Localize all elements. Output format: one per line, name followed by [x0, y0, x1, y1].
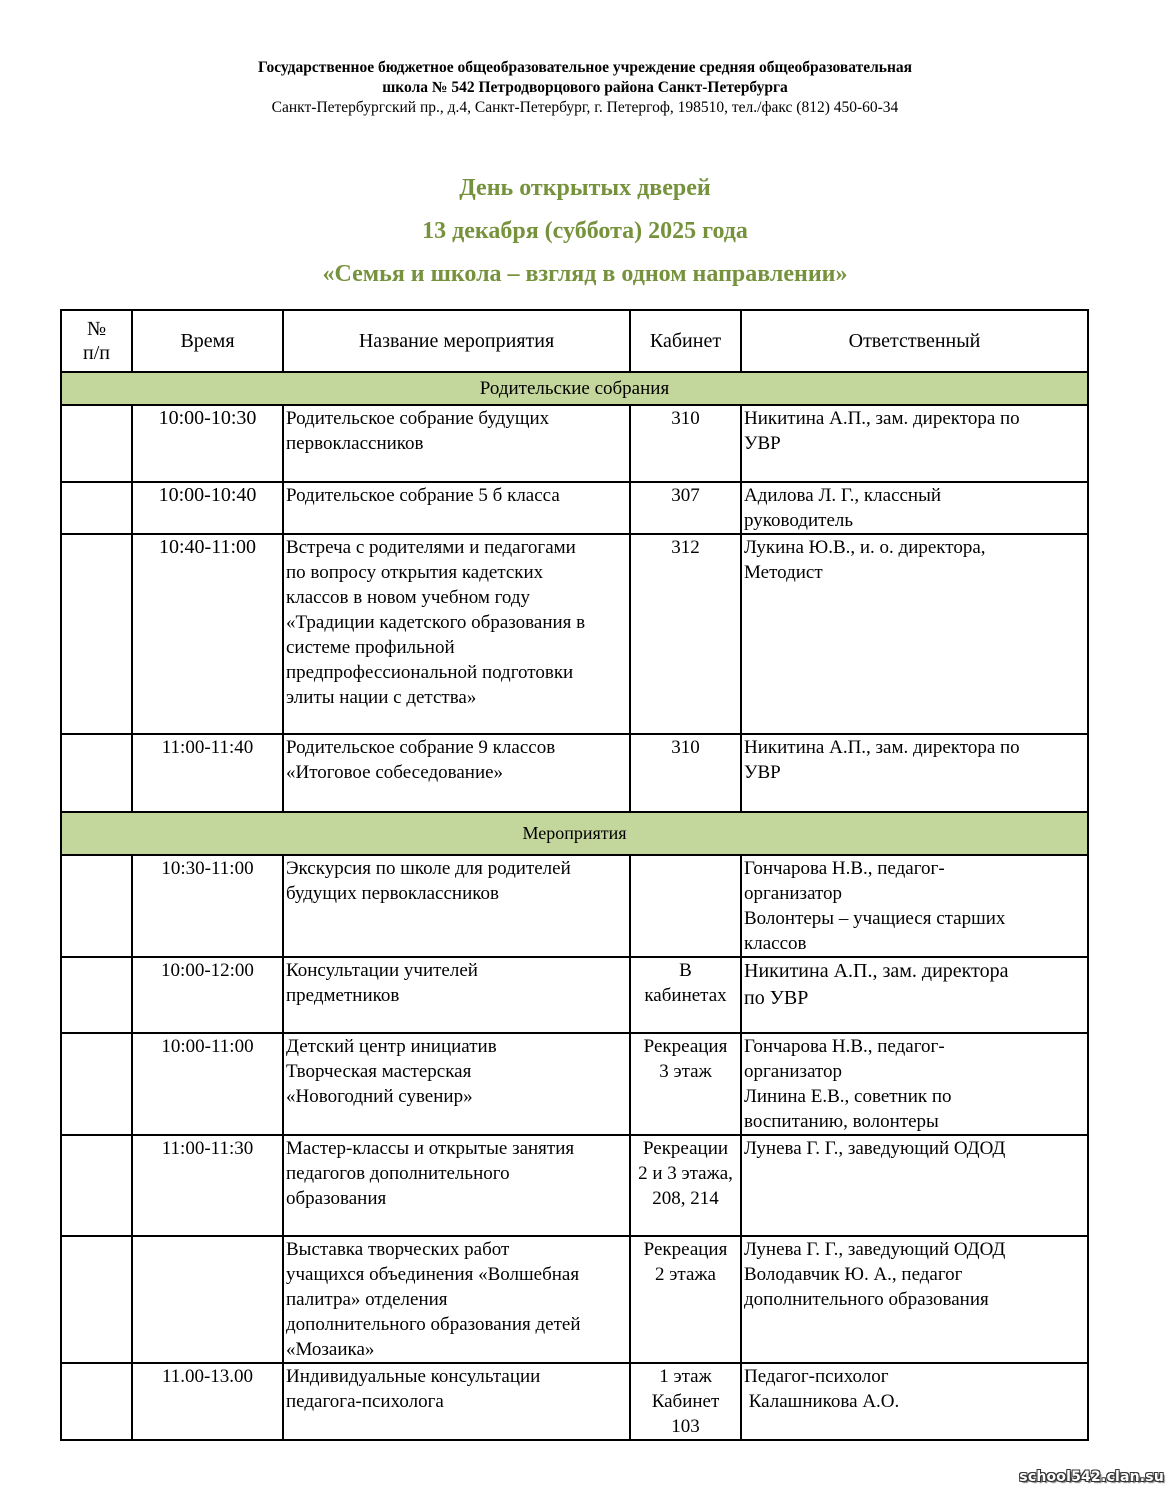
- event-cell-line: по вопросу открытия кадетских: [286, 562, 544, 583]
- room-cell-line: Рекреация: [643, 1036, 728, 1057]
- responsible-cell: [741, 405, 1088, 482]
- responsible-cell-line: Лунева Г. Г., заведующий ОДОД: [744, 1138, 1006, 1159]
- column-header-event: Название мероприятия: [283, 310, 630, 372]
- event-cell: [283, 534, 630, 734]
- responsible-cell-line: Методист: [744, 562, 823, 583]
- event-cell-line: Индивидуальные консультации: [286, 1366, 541, 1387]
- responsible-cell-line: Линина Е.В., советник по: [744, 1086, 952, 1107]
- room-cell: [630, 855, 741, 957]
- event-cell-line: предпрофессиональной подготовки: [286, 662, 574, 683]
- table-row: [61, 1033, 1088, 1135]
- room-cell-line: 3 этаж: [659, 1061, 712, 1082]
- row-number-cell: [61, 1363, 132, 1440]
- responsible-cell-line: дополнительного образования: [744, 1289, 989, 1310]
- row-number-cell: [61, 405, 132, 482]
- event-cell-line: классов в новом учебном году: [286, 587, 531, 608]
- title-line-1: День открытых дверей: [459, 175, 711, 201]
- responsible-cell-line: Никитина А.П., зам. директора: [744, 960, 1009, 982]
- time-cell: [132, 1236, 283, 1363]
- room-cell: [630, 482, 741, 534]
- table-row: [61, 1135, 1088, 1236]
- responsible-cell-line: Лукина Ю.В., и. о. директора,: [744, 537, 986, 558]
- table-row: [61, 1236, 1088, 1363]
- column-header-number-line-1: №: [86, 318, 107, 340]
- section-title: Родительские собрания: [61, 372, 1088, 405]
- school-header: [0, 58, 1170, 118]
- responsible-cell-line: Волонтеры – учащиеся старших: [744, 908, 1006, 929]
- room-cell-line: 307: [671, 485, 700, 506]
- row-number-cell: [61, 482, 132, 534]
- event-cell-line: Детский центр инициатив: [286, 1036, 497, 1057]
- room-cell: [630, 734, 741, 812]
- room-cell: [630, 1363, 741, 1440]
- event-cell-line: «Традиции кадетского образования в: [286, 612, 586, 633]
- schedule-body: [61, 372, 1088, 1440]
- room-cell: [630, 405, 741, 482]
- row-number-cell: [61, 855, 132, 957]
- column-header-time: Время: [132, 310, 283, 372]
- event-cell-line: Консультации учителей: [286, 960, 478, 981]
- event-cell-line: Выставка творческих работ: [286, 1239, 510, 1260]
- event-cell-line: учащихся объединения «Волшебная: [286, 1264, 580, 1285]
- event-cell: [283, 1363, 630, 1440]
- column-header-responsible: Ответственный: [741, 310, 1088, 372]
- room-cell: [630, 534, 741, 734]
- room-cell: [630, 1033, 741, 1135]
- responsible-cell: [741, 1135, 1088, 1236]
- event-cell-line: «Мозаика»: [286, 1339, 375, 1360]
- responsible-cell-line: Володавчик Ю. А., педагог: [744, 1264, 963, 1285]
- time-cell: 10:30-11:00: [132, 855, 283, 957]
- time-cell: 10:00-10:30: [132, 405, 283, 482]
- org-name-line-2: школа № 542 Петродворцового района Санкт-Петербурга: [382, 79, 788, 96]
- org-address: Санкт-Петербургский пр., д.4, Санкт-Петербург, г. Петергоф, 198510, тел./факс (812) 450-60-34: [271, 99, 899, 116]
- responsible-cell-line: воспитанию, волонтеры: [744, 1111, 939, 1132]
- room-cell-line: Кабинет: [651, 1391, 720, 1412]
- site-watermark: school542.clan.su: [1019, 1469, 1164, 1485]
- responsible-cell: [741, 1033, 1088, 1135]
- event-cell-line: Родительское собрание 9 классов: [286, 737, 556, 758]
- responsible-cell: [741, 734, 1088, 812]
- room-cell-line: 2 и 3 этажа,: [638, 1163, 733, 1184]
- responsible-cell: [741, 855, 1088, 957]
- room-cell-line: 310: [671, 737, 700, 758]
- event-cell-line: Родительское собрание 5 б класса: [286, 485, 560, 506]
- section-title: Мероприятия: [61, 812, 1088, 855]
- event-cell-line: Творческая мастерская: [286, 1061, 472, 1082]
- column-header-number-line-2: п/п: [83, 342, 110, 364]
- row-number-cell: [61, 1236, 132, 1363]
- event-cell: [283, 855, 630, 957]
- table-row: [61, 957, 1088, 1033]
- responsible-cell-line: Адилова Л. Г., классный: [744, 485, 942, 506]
- event-cell-line: педагога-психолога: [286, 1391, 444, 1412]
- title-line-3: «Семья и школа – взгляд в одном направлении»: [322, 261, 848, 287]
- event-cell-line: системе профильной: [286, 637, 455, 658]
- event-cell-line: Мастер-классы и открытые занятия: [286, 1138, 575, 1159]
- event-cell: [283, 734, 630, 812]
- responsible-cell-line: Лунева Г. Г., заведующий ОДОД: [744, 1239, 1006, 1260]
- room-cell-line: В: [679, 960, 692, 981]
- responsible-cell-line: УВР: [744, 762, 781, 783]
- row-number-cell: [61, 1033, 132, 1135]
- row-number-cell: [61, 957, 132, 1033]
- event-cell: [283, 957, 630, 1033]
- room-cell-line: 312: [671, 537, 700, 558]
- responsible-cell-line: Гончарова Н.В., педагог-: [744, 858, 945, 879]
- responsible-cell: [741, 957, 1088, 1033]
- schedule-table: [60, 309, 1089, 1441]
- table-row: [61, 534, 1088, 734]
- room-cell-line: 103: [671, 1416, 700, 1437]
- event-cell-line: предметников: [286, 985, 400, 1006]
- table-row: [61, 734, 1088, 812]
- room-cell-line: 310: [671, 408, 700, 429]
- org-name-line-1: Государственное бюджетное общеобразовательное учреждение средняя общеобразовательная: [257, 59, 913, 76]
- event-cell-line: будущих первоклассников: [286, 883, 499, 904]
- room-cell: [630, 957, 741, 1033]
- room-cell: [630, 1236, 741, 1363]
- event-cell: [283, 482, 630, 534]
- event-cell-line: образования: [286, 1188, 387, 1209]
- room-cell-line: 1 этаж: [659, 1366, 712, 1387]
- responsible-cell-line: по УВР: [744, 987, 809, 1009]
- responsible-cell-line: Педагог-психолог: [744, 1366, 889, 1387]
- event-cell-line: «Итоговое собеседование»: [286, 762, 504, 783]
- table-row: [61, 1363, 1088, 1440]
- room-cell: [630, 1135, 741, 1236]
- responsible-cell: [741, 534, 1088, 734]
- responsible-cell: [741, 1363, 1088, 1440]
- room-cell-line: 2 этажа: [655, 1264, 716, 1285]
- document-title: [0, 167, 1170, 296]
- responsible-cell-line: организатор: [744, 1061, 843, 1082]
- responsible-cell-line: руководитель: [744, 510, 854, 531]
- time-cell: 11.00-13.00: [132, 1363, 283, 1440]
- event-cell-line: первоклассников: [286, 433, 424, 454]
- section-header-row: [61, 812, 1088, 855]
- column-header-number: [61, 310, 132, 372]
- responsible-cell-line: Калашникова А.О.: [744, 1391, 900, 1412]
- event-cell: [283, 405, 630, 482]
- responsible-cell-line: Никитина А.П., зам. директора по: [744, 737, 1020, 758]
- time-cell: 10:40-11:00: [132, 534, 283, 734]
- event-cell-line: дополнительного образования детей: [286, 1314, 581, 1335]
- event-cell-line: Родительское собрание будущих: [286, 408, 550, 429]
- row-number-cell: [61, 734, 132, 812]
- responsible-cell-line: Никитина А.П., зам. директора по: [744, 408, 1020, 429]
- room-cell-line: кабинетах: [644, 985, 727, 1006]
- room-cell-line: Рекреация: [643, 1239, 728, 1260]
- room-cell-line: Рекреации: [642, 1138, 729, 1159]
- time-cell: 10:00-12:00: [132, 957, 283, 1033]
- time-cell: 10:00-10:40: [132, 482, 283, 534]
- event-cell: [283, 1135, 630, 1236]
- event-cell-line: педагогов дополнительного: [286, 1163, 510, 1184]
- table-row: [61, 482, 1088, 534]
- table-row: [61, 405, 1088, 482]
- time-cell: 10:00-11:00: [132, 1033, 283, 1135]
- column-header-room: Кабинет: [630, 310, 741, 372]
- event-cell-line: Встреча с родителями и педагогами: [286, 537, 576, 558]
- time-cell: 11:00-11:40: [132, 734, 283, 812]
- responsible-cell: [741, 1236, 1088, 1363]
- table-row: [61, 855, 1088, 957]
- event-cell-line: палитра» отделения: [286, 1289, 448, 1310]
- event-cell: [283, 1236, 630, 1363]
- responsible-cell-line: организатор: [744, 883, 843, 904]
- title-line-2: 13 декабря (суббота) 2025 года: [422, 218, 748, 244]
- table-header-row: [61, 310, 1088, 372]
- responsible-cell-line: классов: [744, 933, 807, 954]
- event-cell-line: «Новогодний сувенир»: [286, 1086, 473, 1107]
- event-cell-line: Экскурсия по школе для родителей: [286, 858, 571, 879]
- time-cell: 11:00-11:30: [132, 1135, 283, 1236]
- row-number-cell: [61, 1135, 132, 1236]
- responsible-cell-line: Гончарова Н.В., педагог-: [744, 1036, 945, 1057]
- event-cell-line: элиты нации с детства»: [286, 687, 477, 708]
- room-cell-line: 208, 214: [652, 1188, 719, 1209]
- responsible-cell: [741, 482, 1088, 534]
- section-header-row: [61, 372, 1088, 405]
- row-number-cell: [61, 534, 132, 734]
- event-cell: [283, 1033, 630, 1135]
- responsible-cell-line: УВР: [744, 433, 781, 454]
